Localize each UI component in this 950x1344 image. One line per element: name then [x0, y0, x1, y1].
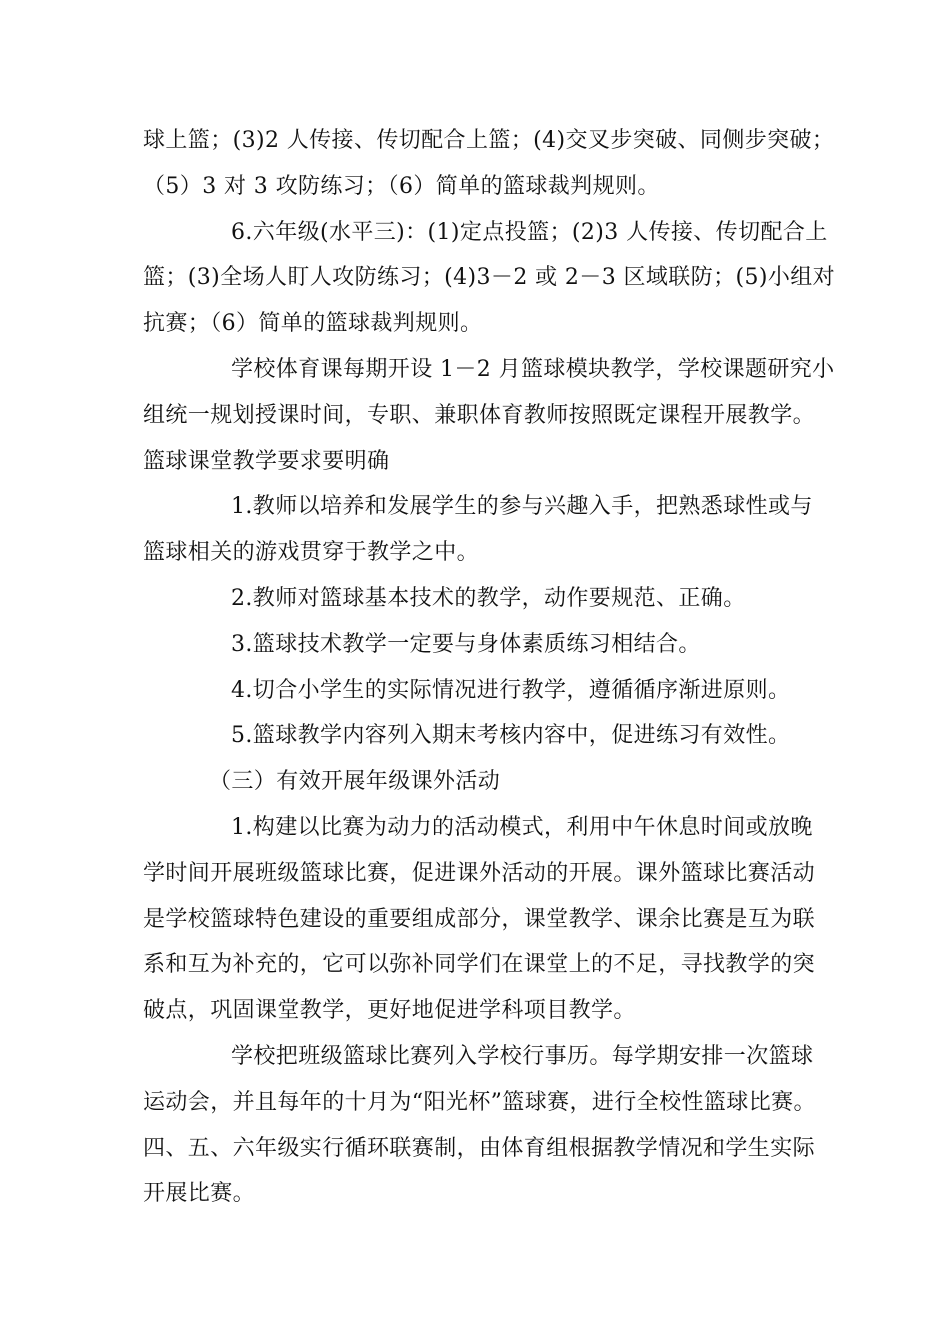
- text-line: 篮球相关的游戏贯穿于教学之中。: [143, 540, 480, 566]
- paragraph-start: 6.六年级(水平三)：(1)定点投篮；(2)3 人传接、传切配合上: [231, 219, 828, 245]
- paragraph-start: 4.切合小学生的实际情况进行教学，遵循循序渐进原则。: [231, 677, 791, 703]
- text-line: 篮球课堂教学要求要明确: [143, 448, 390, 474]
- text-line: （5）3 对 3 攻防练习；（6）简单的篮球裁判规则。: [143, 173, 660, 199]
- text-line: 抗赛；（6）简单的篮球裁判规则。: [143, 311, 483, 337]
- text-line: 组统一规划授课时间，专职、兼职体育教师按照既定课程开展教学。: [143, 402, 816, 428]
- paragraph-start: 学校体育课每期开设 1－2 月篮球模块教学，学校课题研究小: [231, 356, 835, 382]
- text-line: 运动会，并且每年的十月为“阳光杯”篮球赛，进行全校性篮球比赛。: [143, 1089, 816, 1115]
- paragraph-start: 1.教师以培养和发展学生的参与兴趣入手，把熟悉球性或与: [231, 494, 813, 520]
- text-line: 破点，巩固课堂教学，更好地促进学科项目教学。: [143, 998, 636, 1024]
- paragraph-start: 3.篮球技术教学一定要与身体素质练习相结合。: [231, 631, 701, 657]
- text-line: 球上篮；(3)2 人传接、传切配合上篮；(4)交叉步突破、同侧步突破；: [143, 128, 835, 153]
- text-line: 是学校篮球特色建设的重要组成部分，课堂教学、课余比赛是互为联: [143, 906, 816, 932]
- paragraph-start: 2.教师对篮球基本技术的教学，动作要规范、正确。: [231, 585, 746, 611]
- paragraph-start: 1.构建以比赛为动力的活动模式，利用中午休息时间或放晚: [231, 814, 813, 840]
- text-line: 篮；(3)全场人盯人攻防练习；(4)3－2 或 2－3 区域联防；(5)小组对: [143, 265, 836, 291]
- paragraph-start: 学校把班级篮球比赛列入学校行事历。每学期安排一次篮球: [231, 1043, 814, 1069]
- text-line: 四、五、六年级实行循环联赛制，由体育组根据教学情况和学生实际: [143, 1135, 816, 1161]
- text-line: 系和互为补充的，它可以弥补同学们在课堂上的不足，寻找教学的突: [143, 952, 816, 978]
- document-body: [143, 118, 836, 1217]
- text-line: 学时间开展班级篮球比赛，促进课外活动的开展。课外篮球比赛活动: [143, 860, 816, 886]
- section-heading: （三）有效开展年级课外活动: [209, 769, 501, 795]
- text-line: 开展比赛。: [143, 1181, 256, 1207]
- paragraph-start: 5.篮球教学内容列入期末考核内容中，促进练习有效性。: [231, 723, 791, 749]
